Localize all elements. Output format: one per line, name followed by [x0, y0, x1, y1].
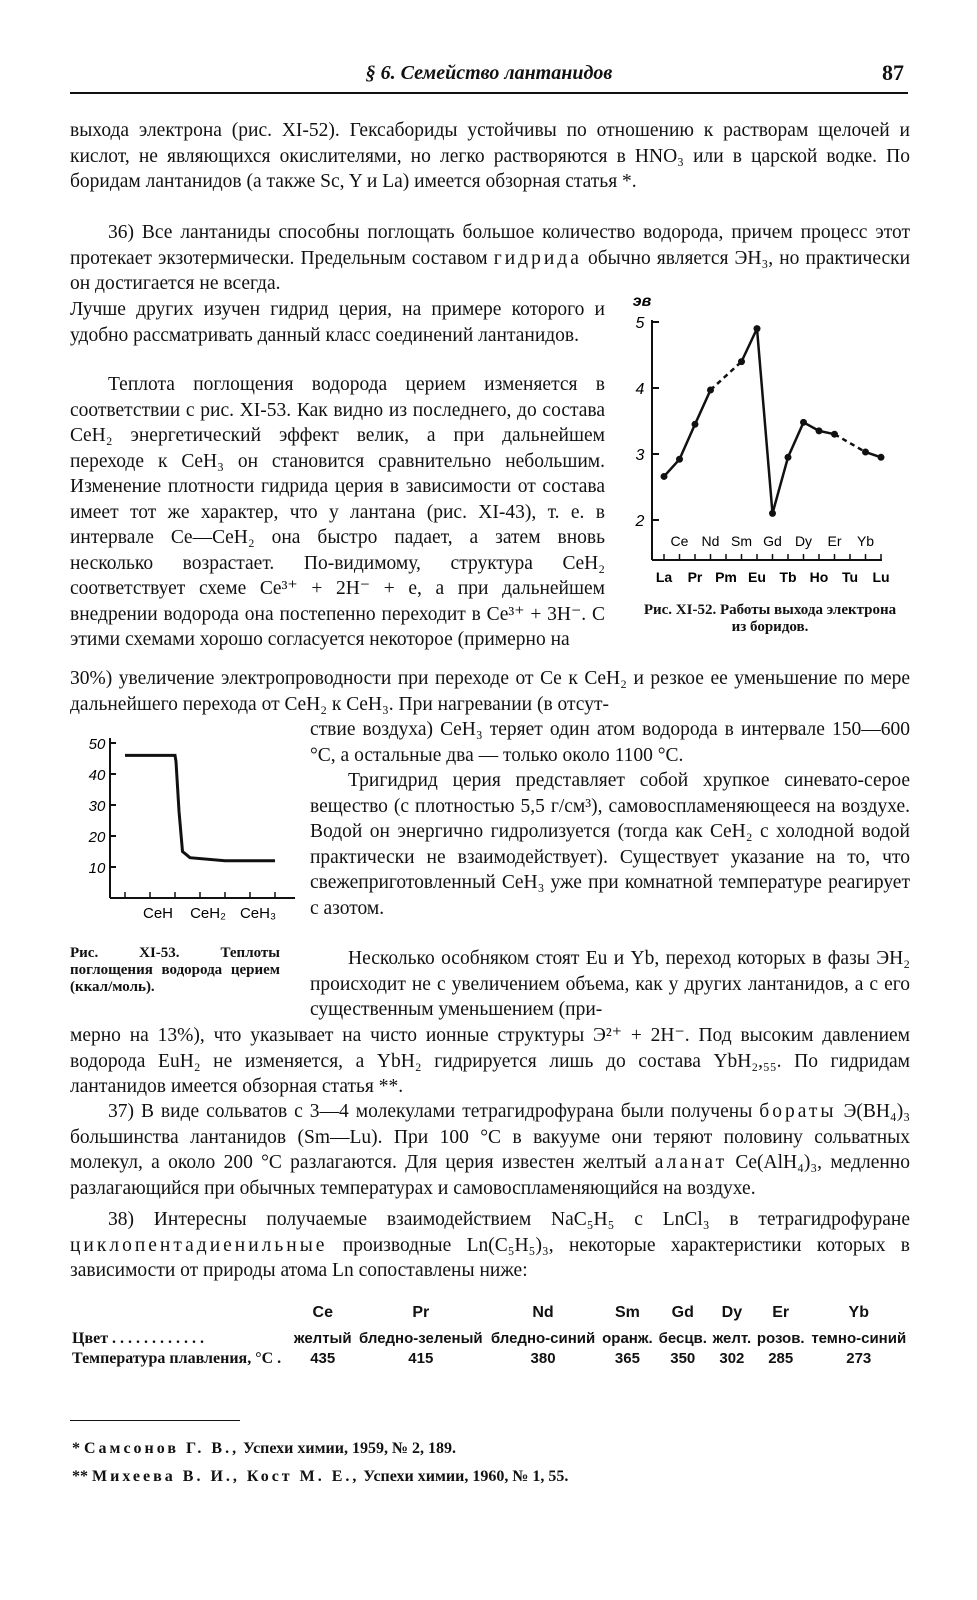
fig52-point: [862, 449, 869, 456]
header-title: § 6. Семейство лантанидов: [365, 62, 613, 84]
fig52-point: [676, 456, 683, 463]
fig52-point: [816, 427, 823, 434]
table-cell: 435: [310, 1350, 336, 1367]
fig52-y-tick-label: 3: [635, 447, 645, 464]
fig52-top-label: Nd: [701, 533, 720, 549]
fig52-top-label: Sm: [731, 533, 752, 549]
paragraph-7: [70, 1207, 910, 1284]
paragraph-5: Несколько особняком стоят Eu и Yb, переход которых в фазы ЭH₂ происходит не с увеличением объема, как у других лантанидов, а с его существенным уменьшением (при-: [310, 948, 910, 1020]
table-column-header: Nd: [532, 1304, 554, 1321]
footnote-2-source: Успехи химии, 1960, № 1, 55.: [359, 1468, 569, 1485]
fig52-y-tick-label: 4: [635, 381, 645, 398]
paragraph-3c: ствие воздуха) CeH₃ теряет один атом водорода в интервале 150—600 °C, а остальные два — только около 1100 °C.: [310, 719, 910, 766]
table-column-header: Gd: [671, 1304, 694, 1321]
fig52-point: [754, 325, 761, 332]
fig52-bottom-label: Lu: [872, 569, 890, 585]
table-column-header: Yb: [848, 1304, 869, 1321]
fig52-point: [800, 419, 807, 426]
paragraph-2-start: 36) Все лантаниды способны поглощать большое количество водорода, причем процесс этот протекает экзотермически. Предельным составом: [70, 222, 910, 269]
term-alanate: аланат: [654, 1152, 728, 1173]
properties-table: [70, 1303, 910, 1369]
paragraph-1: выхода электрона (рис. XI-52). Гексабориды устойчивы по отношению к растворам щелочей и кислот, не являющихся окислителями, но легко растворяются в HNO₃ или в царской водке. По боридам лантанидов (а также Sc, Y и La) имеется обзорная статья *.: [70, 120, 910, 192]
term-hydride: гидрида: [493, 247, 582, 269]
fig52-segment: [742, 329, 758, 362]
fig52-bottom-label: Ho: [809, 569, 829, 585]
table-corner: [70, 1303, 291, 1329]
fig52-point: [831, 431, 838, 438]
figure-xi-52-caption: Рис. XI-52. Работы выхода электрона из боридов.: [643, 602, 897, 635]
paragraph-6: [70, 1099, 910, 1201]
table-cell: 302: [719, 1350, 745, 1367]
paragraph-3b: 30%) увеличение электропроводности при переходе от Ce к CeH₂ и резкое ее уменьшение по мере дальнейшего перехода от CeH₂ к CeH₃. При нагревании (в отсут-: [70, 668, 910, 715]
paragraph-5b: мерно на 13%), что указывает на чисто ионные структуры Э²⁺ + 2H⁻. Под высоким давлением водорода EuH₂ не изменяется, а YbH₂ гидрируется лишь до состава YbH₂,₅₅. По гидридам лантанидов имеется обзорная статья **.: [70, 1025, 910, 1097]
table-cell: темно-синий: [811, 1330, 907, 1347]
fig52-bottom-label: Pm: [715, 569, 737, 585]
fig52-top-label: Gd: [763, 533, 782, 549]
fig52-point: [707, 386, 714, 393]
table-column-header: Sm: [614, 1304, 640, 1321]
fig53-x-label: CeH: [142, 905, 174, 922]
footnote-1-source: Успехи химии, 1959, № 2, 189.: [239, 1440, 457, 1457]
fig52-point: [738, 358, 745, 365]
fig52-segment: [788, 422, 804, 457]
fig52-y-tick-label: 2: [635, 513, 645, 530]
paragraph-7-end: производные Ln(C₅H₅)₃, некоторые характеристики которых в зависимости от природы атома Ln сопоставлены ниже:: [70, 1234, 911, 1281]
fig53-y-tick-label: 50: [88, 736, 106, 753]
fig53-y-tick-label: 40: [88, 767, 106, 784]
fig52-bottom-label: La: [655, 569, 673, 585]
table-row: [70, 1349, 910, 1369]
footnote-1: [72, 1440, 456, 1458]
term-cyclopentadienyl: циклопентадиенильные: [70, 1234, 328, 1256]
table-row: [70, 1329, 910, 1349]
fig52-bottom-label: Tb: [779, 569, 797, 585]
fig52-bottom-label: Pr: [687, 569, 703, 585]
fig52-segment: [835, 434, 866, 452]
fig52-segment: [680, 424, 696, 459]
table-cell: желт.: [712, 1330, 752, 1347]
paragraph-6-mid: Э(BH₄)₃ большинства лантанидов (Sm—Lu). При 100 °C в вакууме они теряют половину сольватных молекул, а около 200 °C разлагаются. Для церия известен желтый: [70, 1101, 910, 1173]
table-cell: желтый: [293, 1330, 352, 1347]
footnote-2: [72, 1468, 568, 1486]
fig52-unit: эв: [632, 293, 652, 310]
page-number: 87: [882, 60, 904, 85]
table-row-label: Температура плавления, °C .: [72, 1350, 282, 1367]
term-borates: бораты: [759, 1101, 837, 1122]
table-cell: бледно-синий: [490, 1330, 596, 1347]
fig52-point: [661, 473, 668, 480]
paragraph-2: [70, 220, 910, 297]
footnote-rule: [70, 1420, 240, 1421]
fig53-y-tick-label: 30: [88, 798, 106, 815]
fig53-y-tick-label: 20: [88, 829, 106, 846]
paragraph-6-start: 37) В виде сольватов с 3—4 молекулами тетрагидрофурана были получены: [108, 1101, 753, 1122]
fig52-y-tick-label: 5: [635, 315, 645, 332]
table-cell: бледно-зеленый: [358, 1330, 483, 1347]
fig52-top-label: Yb: [856, 533, 875, 549]
table-cell: 350: [670, 1350, 696, 1367]
paragraph-4: Тригидрид церия представляет собой хрупкое синевато-серое вещество (с плотностью 5,5 г/см³), самовоспламеняющееся на воздухе. Водой он энергично гидролизуется (тогда как CeH₂ с холодной водой практически не взаимодействует). Существует указание на то, что свежеприготовленный CeH₃ уже при комнатной температуре реагирует с азотом.: [310, 770, 910, 919]
table-cell: 415: [408, 1350, 434, 1367]
table-column-header: Pr: [412, 1304, 430, 1321]
fig53-x-label: CeH₂: [190, 905, 226, 922]
fig52-top-label: Dy: [794, 533, 813, 549]
table-cell: розов.: [756, 1330, 805, 1347]
fig53-curve: [125, 755, 275, 860]
figure-xi-53-caption: Рис. XI-53. Теплоты поглощения водорода церием (ккал/моль).: [70, 945, 280, 995]
fig52-point: [878, 454, 885, 461]
fig52-bottom-label: Eu: [748, 569, 766, 585]
table-cell: 380: [530, 1350, 556, 1367]
fig52-point: [692, 421, 699, 428]
paragraph-2-end: обычно является ЭH₃, но практически он достигается не всегда.: [70, 247, 911, 294]
fig52-segment: [757, 329, 773, 514]
figure-xi-52-chart: [612, 290, 912, 590]
fig52-point: [785, 454, 792, 461]
fig52-point: [769, 510, 776, 517]
table-cell: 285: [768, 1350, 794, 1367]
table-cell: оранж.: [602, 1330, 653, 1347]
footnote-2-author: Михеева В. И., Кост М. Е.,: [92, 1468, 360, 1485]
footnote-2-mark: **: [72, 1468, 92, 1485]
table-cell: бесцв.: [658, 1330, 707, 1347]
paragraph-6-end: Ce(AlH₄)₃, медленно разлагающийся при обычных температурах и самовоспламеняющийся на воздухе.: [70, 1152, 910, 1199]
paragraph-3: Теплота поглощения водорода церием изменяется в соответствии с рис. XI-53. Как видно из последнего, до состава CeH₂ энергетический эффект велик, а при дальнейшем переходе к CeH₃ он становится сравнительно небольшим. Изменение плотности гидрида церия в зависимости от состава имеет тот же характер, что у лантана (рис. XI-43), т. е. в интервале Ce—CeH₂ она быстро падает, а затем вновь несколько возрастает. По-видимому, структура CeH₂ соответствует схеме Ce³⁺ + 2H⁻ + e, а при дальнейшем внедрении водорода она постепенно переходит в Ce³⁺ + 3H⁻. С этими схемами хорошо согласуется некоторое (примерно на: [70, 374, 605, 650]
fig52-top-label: Ce: [670, 533, 689, 549]
fig52-top-label: Er: [827, 533, 842, 549]
fig53-x-label: CeH₃: [239, 905, 277, 922]
table-column-header: Er: [772, 1304, 790, 1321]
table-cell: 273: [846, 1350, 872, 1367]
table-header-row: [70, 1303, 910, 1329]
running-header: [70, 58, 908, 94]
table-cell: 365: [614, 1350, 640, 1367]
table-row-label: Цвет . . . . . . . . . . . .: [72, 1330, 205, 1347]
table-column-header: Ce: [312, 1304, 333, 1321]
fig52-bottom-label: Tu: [841, 569, 859, 585]
fig52-segment: [695, 390, 711, 424]
figure-xi-53-chart: [70, 728, 300, 938]
footnote-1-author: Самсонов Г. В.,: [84, 1440, 240, 1457]
fig53-y-tick-label: 10: [88, 860, 106, 877]
footnote-1-mark: *: [72, 1440, 84, 1457]
paragraph-7-start: 38) Интересны получаемые взаимодействием NaC₅H₅ с LnCl₃ в тетрагидрофуране: [108, 1209, 910, 1230]
paragraph-2b: Лучше других изучен гидрид церия, на примере которого и удобно рассматривать данный класс соединений лантанидов.: [70, 299, 605, 346]
fig52-segment: [773, 457, 789, 513]
fig52-segment: [711, 362, 742, 390]
table-column-header: Dy: [721, 1304, 743, 1321]
